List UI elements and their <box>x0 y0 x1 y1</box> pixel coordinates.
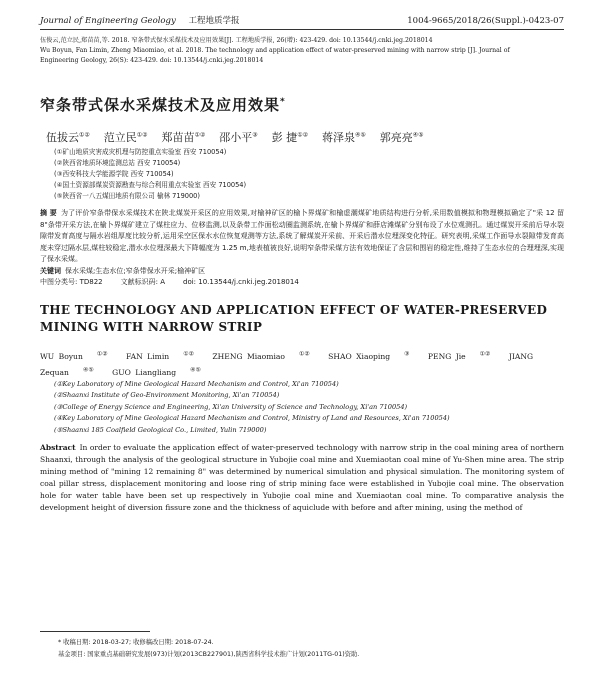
abstract-cn-label: 摘 要 <box>40 209 57 217</box>
footnotes <box>58 637 564 661</box>
author-cn: 蒋泽泉④⑤ <box>321 131 366 144</box>
author-cn: 范立民①② <box>103 131 148 144</box>
author-en: SHAO Xiaoping ③ <box>328 350 410 362</box>
journal-code: 1004-9665/2018/26(Suppl.)-0423-07 <box>407 16 564 26</box>
affiliations-en <box>40 379 564 437</box>
author-cn: 伍拔云①② <box>46 131 90 144</box>
affiliation-cn: (②陕西省地质环境监测总站 西安 710054) <box>54 159 181 167</box>
abstract-en-label: Abstract <box>40 443 76 453</box>
citation-line: Engineering Geology, 26(S): 423-429. doi: 10.13544/j.cnki.jeg.2018014 <box>40 57 264 64</box>
author-en: PENG Jie ①② <box>427 350 491 362</box>
citation-block <box>40 36 564 66</box>
paper-page <box>40 14 564 514</box>
abstract-cn-text: 为了评价窄条带保水采煤技术在陕北煤炭开采区的应用效果,对榆神矿区的榆卜界煤矿和榆虚潮煤矿地质结构进行分析,采用数值模拟和物理模拟确定了"采 12 留 8"条带开采方法,在榆卜界煤矿建立了煤柱应力、位移监测,以及条带工作面松动圈监测系统,在榆卜界煤矿和薛店滩煤矿分别布设了水位观测孔。通过煤炭开采前后导水裂隙带发育高度与隔水岩组厚度比较分析,运用采空区保水水位恢复观测等方法,系统了解煤炭开采前、开采后潜水位埋深变化特征。研究表明,采煤工作面导水裂隙带发育高度未穿过隔水层,煤柱较稳定,潜水水位埋深最大下降幅度为 1.25 m,地表植被良好,说明窄条带采煤方法有效地保证了含层和围岩的稳定性,维持了生态水位的合理埋深,实现了保水采煤。 <box>40 209 565 263</box>
authors-en <box>40 348 564 379</box>
title-cn-text: 窄条带式保水采煤技术及应用效果 <box>40 96 281 114</box>
affiliation-cn: (①矿山地质灾害成灾机理与防控重点实验室 西安 710054) <box>54 148 227 156</box>
affiliation-cn: (③西安科技大学能源学院 西安 710054) <box>54 170 174 178</box>
journal-name-en: Journal of Engineering Geology <box>40 16 176 26</box>
affiliation-en: (③College of Energy Science and Engineering, Xi'an University of Science and Technology, Xi'an 710054) <box>54 402 408 411</box>
author-en: JIANG Zequan ④⑤ <box>40 352 534 377</box>
keywords-cn-label: 关键词 <box>40 266 61 275</box>
classification-line <box>40 277 564 288</box>
document-code: 文献标识码: A <box>120 277 165 286</box>
abstract-cn <box>40 208 564 266</box>
citation-line: Wu Boyun, Fan Limin, Zheng Miaomiao, et al. 2018. The technology and application effect of water-preserved mining with narrow strip [J]. Journal of <box>40 47 510 54</box>
author-en: GUO Liangliang ④⑤ <box>112 366 201 377</box>
author-cn: 郭亮亮④⑤ <box>379 131 424 144</box>
footnote-received: * 收稿日期: 2018-03-27; 收修稿改日期: 2018-07-24. <box>58 639 214 646</box>
abstract-en <box>40 442 564 514</box>
affiliations-cn <box>40 147 564 202</box>
affiliation-en: (②Shaanxi Institute of Geo-Environment Monitoring, Xi'an 710054) <box>54 391 280 400</box>
journal-name-cn: 工程地质学报 <box>188 16 240 26</box>
title-footnote-mark: * <box>280 97 286 107</box>
keywords-cn <box>40 266 564 277</box>
title-cn <box>40 94 564 115</box>
running-header <box>40 14 564 30</box>
author-cn: 郑苗苗①② <box>161 131 206 144</box>
affiliation-en: (①Key Laboratory of Mine Geological Hazard Mechanism and Control, Xi'an 710054) <box>54 379 339 388</box>
author-en: FAN Limin ①② <box>126 350 194 362</box>
citation-line: 伍俊云,范立民,郑苗苗,等. 2018. 窄条带式保水采煤技术及应用效果[J]. 工程地质学报, 26(增): 423-429. doi: 10.13544/j.cnki.jeg.2018014 <box>40 37 433 44</box>
affiliation-cn: (⑤陕西省一八五煤田地质有限公司 榆林 719000) <box>54 192 200 200</box>
footnote-rule <box>40 631 150 632</box>
keywords-cn-text: 保水采煤;生态水位;窄条带保水开采;榆神矿区 <box>65 266 206 275</box>
title-en: THE TECHNOLOGY AND APPLICATION EFFECT OF WATER-PRESERVED MINING WITH NARROW STRIP <box>40 302 548 334</box>
affiliation-en: (④Key Laboratory of Mine Geological Hazard Mechanism and Control, Ministry of Land and Resources, Xi'an 710054) <box>54 414 450 423</box>
author-cn: 邵小平③ <box>219 131 258 144</box>
author-en: ZHENG Miaomiao ①② <box>212 350 310 362</box>
footnote-funding: 基金项目: 国家重点基础研究发展(973)计划(2013CB227901),陕西省科学技术推广计划(2011TG-01)资助. <box>58 651 360 658</box>
abstract-en-text: In order to evaluate the application effect of water-preserved technology with narrow strip in the coal mining area of northern Shaanxi, through the analysis of the geological structure in Yubojie coal mine and Xuemiaotan coal mine of Yu-Shen mine area. The strip mining method of "mining 12 remaining 8" was determined by numerical simulation and physical simulation. The monitoring system of coal pillar stress, displacement monitoring and loose ring of strip mining face were established in Yubojie coal mine. The observation hole for water table have been set up respectively in Yubojie coal mine and Xuemiaotan coal mine. To comparative analysis the development height of diversion fissure zone and the thickness of aquiclude with before and after mining, using the method of <box>40 443 564 513</box>
author-en: WU Boyun ①② <box>40 350 108 362</box>
doi: doi: 10.13544/j.cnki.jeg.2018014 <box>183 277 299 286</box>
affiliation-cn: (④国土资源部煤炭资源勘查与综合利用重点实验室 西安 710054) <box>54 181 247 189</box>
author-cn: 彭 捷①② <box>271 131 308 144</box>
clc-number: 中图分类号: TD822 <box>40 277 103 286</box>
authors-cn <box>40 129 564 145</box>
affiliation-en: (⑤Shaanxi 185 Coalfield Geological Co., Limited, Yulin 719000) <box>54 425 267 434</box>
